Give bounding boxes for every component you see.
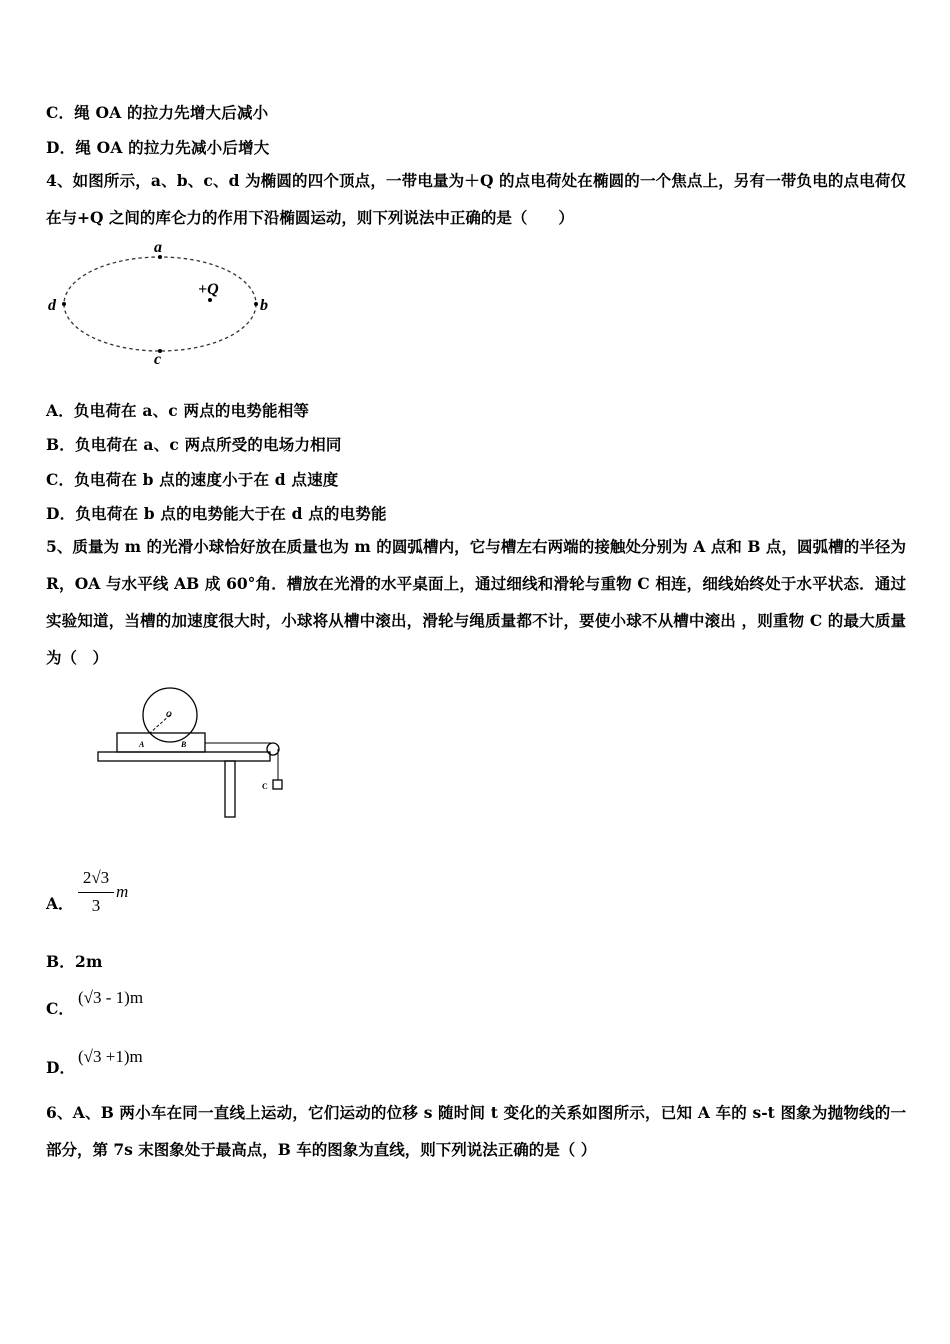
weight-c	[273, 780, 282, 789]
label-c: c	[154, 351, 162, 368]
fraction-bar	[78, 892, 114, 893]
q5-option-c-expr: (√3 - 1)m	[78, 988, 144, 1007]
label-charge: +Q	[198, 281, 219, 298]
q3-option-c: C．绳 OA 的拉力先增大后减小	[46, 103, 269, 122]
q5-option-c-label: C．	[46, 999, 74, 1018]
vertex-b-dot	[254, 302, 258, 306]
pulley	[267, 743, 279, 755]
q3-option-d: D．绳 OA 的拉力先减小后增大	[46, 138, 270, 157]
q5-option-b: B．2m	[46, 952, 103, 971]
label-a: A	[139, 740, 145, 749]
q4-stem: 4、如图所示，a、b、c、d 为椭圆的四个顶点，一带电量为＋Q 的点电荷处在椭圆的一个焦点上，另有一带负电的点电荷仅在与+Q 之间的库仑力的作用下沿椭圆运动，则下列说法中正确的是（ ）	[46, 171, 906, 227]
q5-option-a-label: A．	[46, 894, 74, 913]
table-top	[98, 752, 270, 761]
groove-block	[117, 733, 205, 752]
label-a: a	[154, 239, 162, 256]
q4-option-b: B．负电荷在 a、c 两点所受的电场力相同	[46, 435, 342, 454]
ellipse-orbit	[64, 257, 256, 351]
table-leg	[225, 761, 235, 817]
q5-groove-figure	[95, 685, 295, 825]
fraction-denominator: 3	[91, 896, 101, 915]
q4-option-d: D．负电荷在 b 点的电势能大于在 d 点的电势能	[46, 504, 387, 523]
label-d: d	[48, 297, 56, 314]
q4-option-a: A．负电荷在 a、c 两点的电势能相等	[46, 401, 310, 420]
vertex-d-dot	[62, 302, 66, 306]
charge-dot	[208, 298, 212, 302]
label-b: b	[260, 297, 268, 314]
label-c: C	[262, 782, 268, 791]
q4-ellipse-figure	[40, 238, 280, 368]
label-o: O	[166, 710, 172, 719]
fraction-unit: m	[116, 882, 129, 901]
q5-option-d-label: D．	[46, 1058, 75, 1077]
label-b: B	[181, 740, 187, 749]
fraction-numerator: 2√3	[82, 868, 110, 887]
q5-option-d-expr: (√3 +1)m	[78, 1047, 143, 1066]
q6-stem: 6、A、B 两小车在同一直线上运动，它们运动的位移 s 随时间 t 变化的关系如图所示，已知 A 车的 s-t 图象为抛物线的一部分，第 7s 末图象处于最高点，B 车的图象为直线，则下列说法正确的是（ ）	[46, 1103, 906, 1159]
q5-stem: 5、质量为 m 的光滑小球恰好放在质量也为 m 的圆弧槽内，它与槽左右两端的接触处分别为 A 点和 B 点，圆弧槽的半径为 R，OA 与水平线 AB 成 60°角．槽放在光滑的水平桌面上，通过细线和滑轮与重物 C 相连，细线始终处于水平状态．通过实验知道，当槽的加速度很大时，小球将从槽中滚出，滑轮与绳质量都不计，要使小球不从槽中滚出 ，则重物 C 的最大质量为（ ）	[46, 537, 906, 667]
q4-option-c: C．负电荷在 b 点的速度小于在 d 点速度	[46, 470, 339, 489]
